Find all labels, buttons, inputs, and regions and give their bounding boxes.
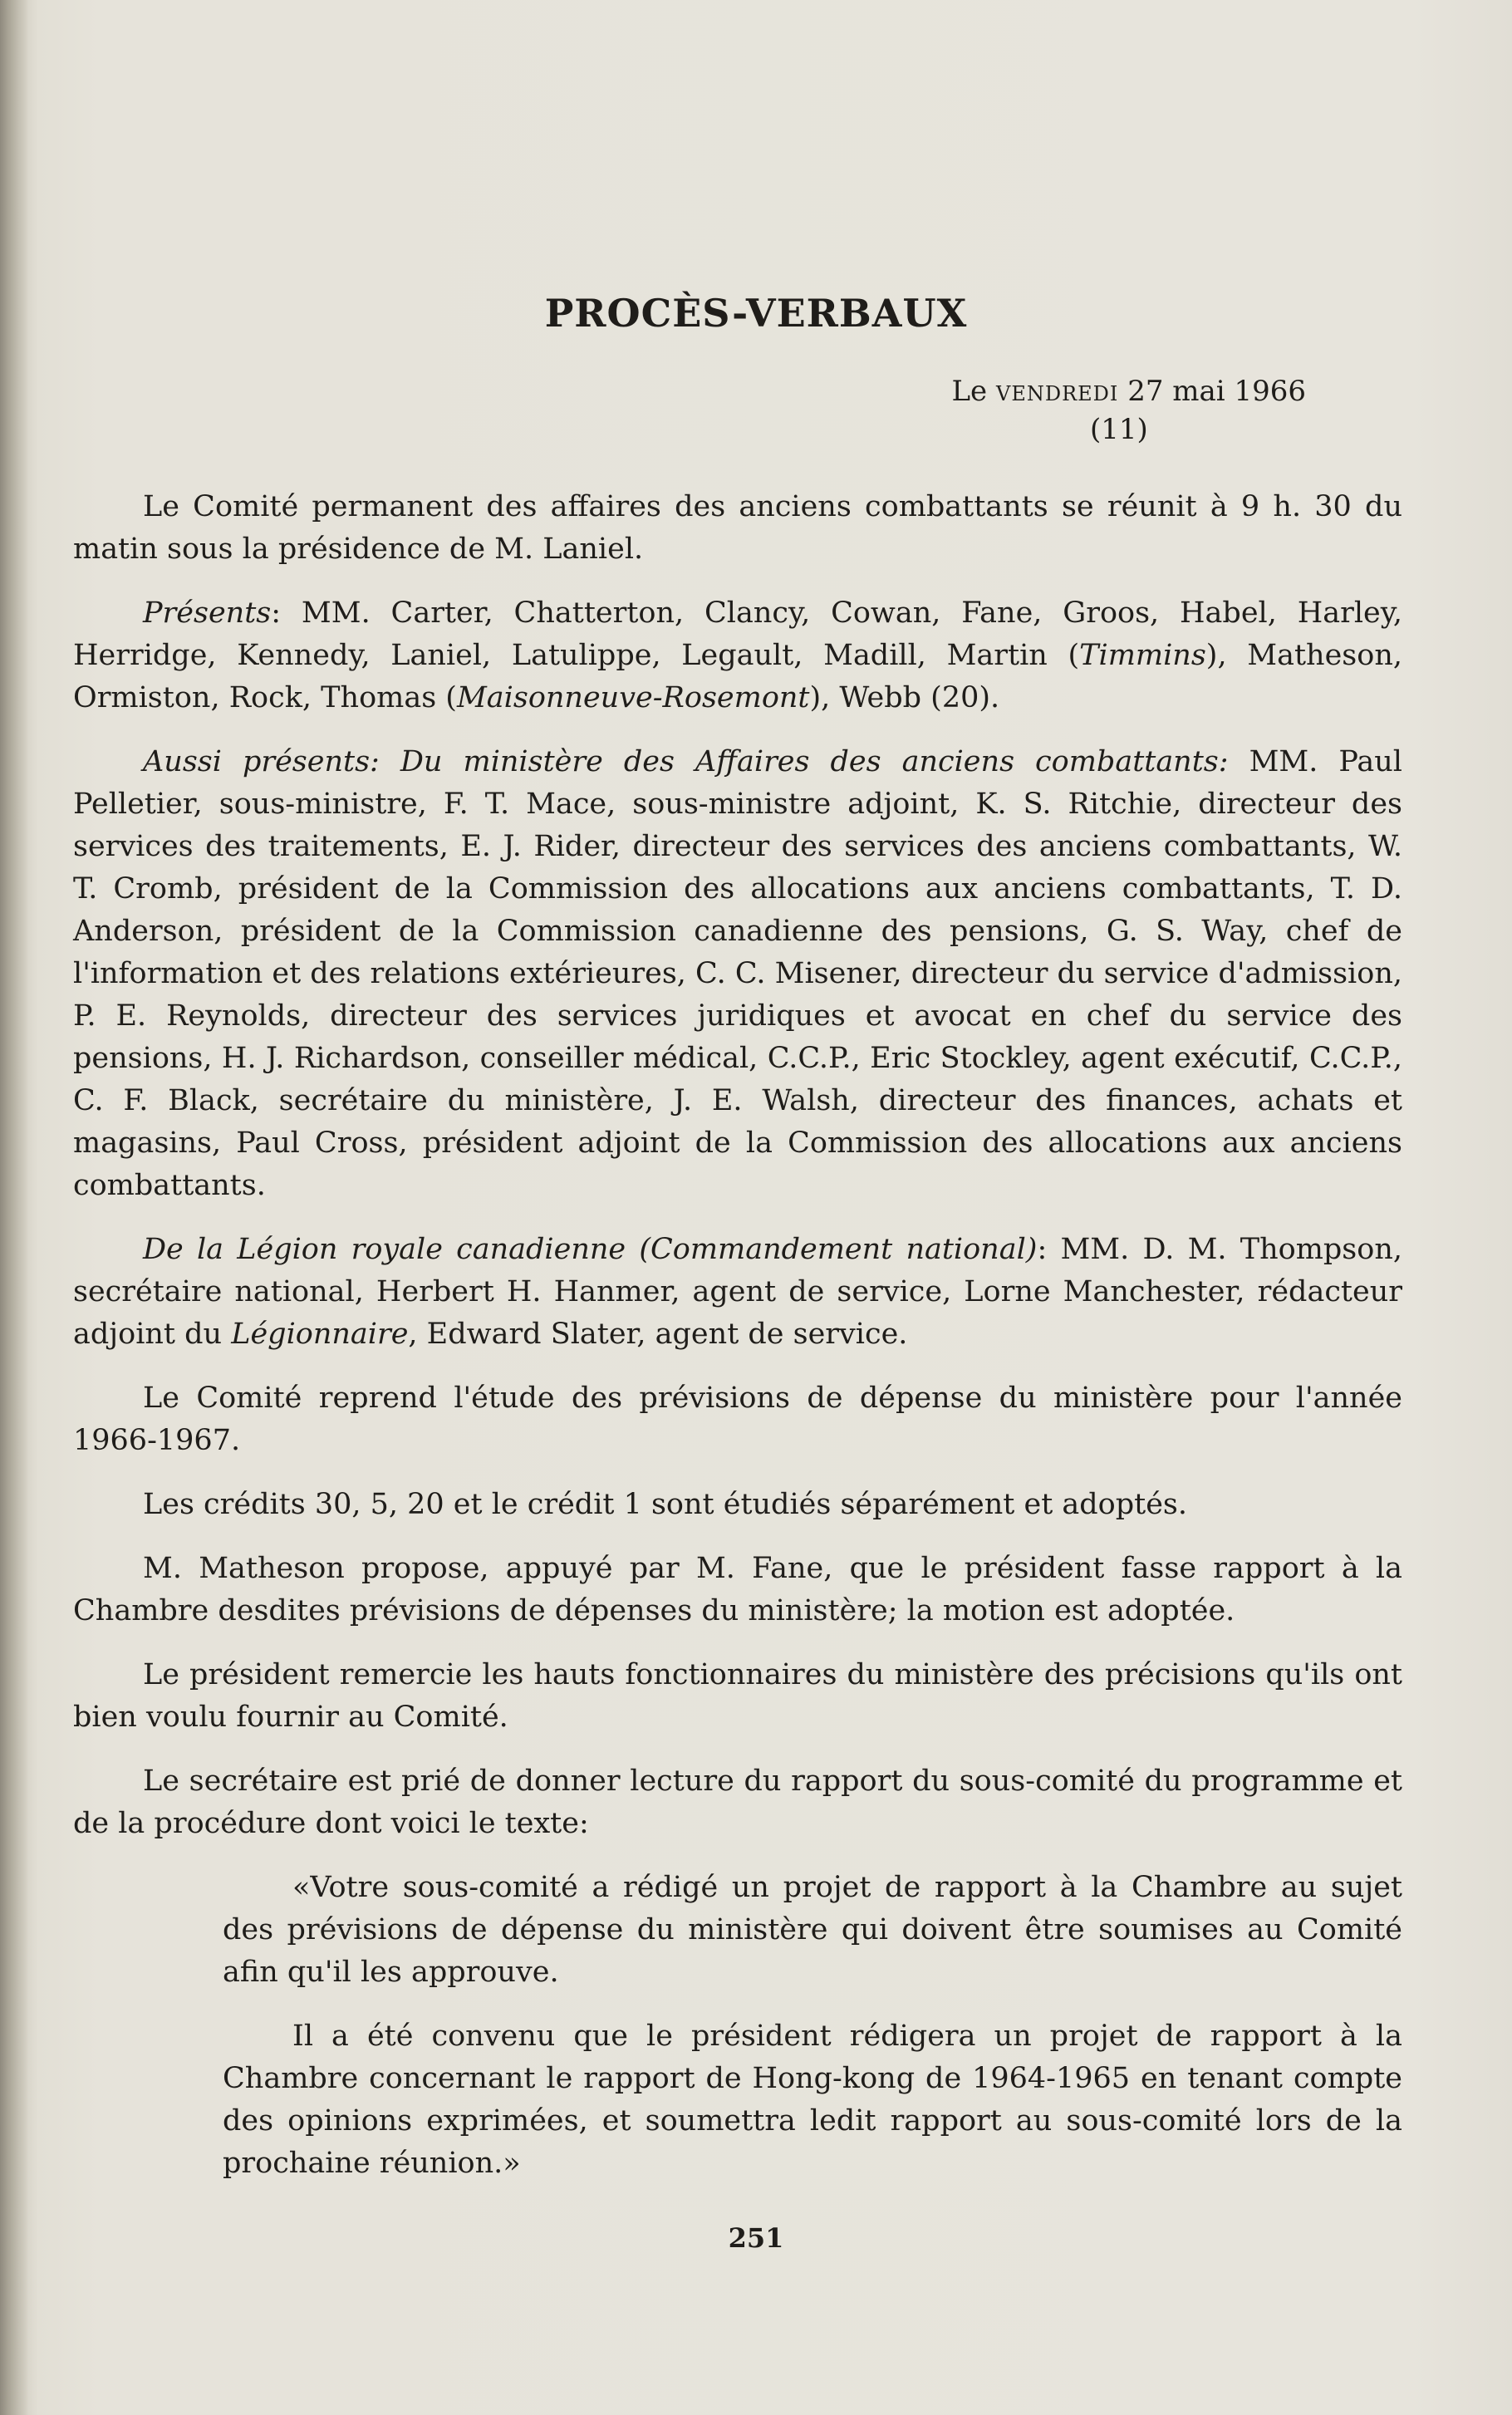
also-present-text: MM. Paul Pelletier, sous-ministre, F. T. Mace, sous-ministre adjoint, K. S. Ritchie, directeur des services des traitements, E. J. Rider, directeur des services des anciens combattants, W. T. Cromb, président de la Commission des allocations aux anciens combattants, T. D. Anderson, président de la Commission canadienne des pensions, G. S. Way, chef de l'information et des relations extérieures, C. C. Misener, directeur du service d'admission, P. E. Reynolds, directeur des services juridiques et avocat en chef du service des pensions, H. J. Richardson, conseiller médical, C.C.P., Eric Stockley, agent exécutif, C.C.P., C. F. Black, secrétaire du ministère, J. E. Walsh, directeur des finances, achats et magasins, Paul Cross, président adjoint de la Commission des allocations aux anciens combattants. — [73, 745, 1402, 1202]
dateline — [951, 371, 1306, 411]
quote-paragraph-2: Il a été convenu que le président rédigera un projet de rapport à la Chambre concernant le rapport de Hong-kong de 1964-1965 en tenant compte des opinions exprimées, et soumettra ledit rapport au sous-comité lors de la prochaine réunion.» — [223, 2020, 1402, 2180]
sitting-number: (11) — [1090, 413, 1148, 446]
paragraph-also-present — [73, 741, 1402, 1207]
paragraph-thanks: Le président remercie les hauts fonctionnaires du ministère des précisions qu'ils ont bien voulu fournir au Comité. — [73, 1658, 1402, 1734]
dateline-day: vendredi — [995, 375, 1119, 408]
dateline-prefix: Le — [951, 375, 988, 408]
page-number: 251 — [728, 2222, 784, 2254]
paragraph-credits: Les crédits 30, 5, 20 et le crédit 1 sont étudiés séparément et adoptés. — [143, 1488, 1187, 1521]
present-text-a: : MM. Carter, Chatterton, Clancy, Cowan, Fane, Groos, Habel, Harley, Herridge, Kennedy, Laniel, Latulippe, Legault, Madill, Martin ( — [73, 596, 1402, 672]
quote-paragraph-1: «Votre sous-comité a rédigé un projet de rapport à la Chambre au sujet des prévisions de dépense du ministère qui doivent être soumises au Comité afin qu'il les approuve. — [223, 1871, 1402, 1989]
legion-italic: Légionnaire — [231, 1318, 409, 1351]
page-title: PROCÈS-VERBAUX — [544, 291, 968, 336]
paragraph-present — [73, 592, 1402, 719]
present-text-b: ), Matheson, Ormiston, Rock, Thomas ( — [73, 639, 1402, 714]
minutes-body — [73, 486, 1402, 2206]
present-italic-a: Timmins — [1079, 639, 1206, 672]
present-italic-b: Maisonneuve-Rosemont — [456, 681, 810, 714]
present-text-c: ), Webb (20). — [809, 681, 1000, 714]
book-binding-shadow — [0, 0, 28, 2415]
dateline-date: 27 mai 1966 — [1127, 375, 1306, 408]
also-present-label: Aussi présents: Du ministère des Affaires des anciens combattants: — [143, 745, 1229, 778]
paragraph-legion — [73, 1229, 1402, 1356]
paragraph-secretary: Le secrétaire est prié de donner lecture du rapport du sous-comité du programme et de la procédure dont voici le texte: — [73, 1765, 1402, 1840]
paragraph-opening: Le Comité permanent des affaires des anciens combattants se réunit à 9 h. 30 du matin sous la présidence de M. Laniel. — [73, 490, 1402, 566]
legion-text-a: : MM. D. M. Thompson, secrétaire national, Herbert H. Hanmer, agent de service, Lorne Manchester, rédacteur adjoint du — [73, 1233, 1402, 1351]
paragraph-estimates: Le Comité reprend l'étude des prévisions de dépense du ministère pour l'année 1966-1967. — [73, 1382, 1402, 1457]
legion-label: De la Légion royale canadienne (Commandement national) — [143, 1233, 1038, 1266]
paragraph-motion: M. Matheson propose, appuyé par M. Fane, que le président fasse rapport à la Chambre desdites prévisions de dépenses du ministère; la motion est adoptée. — [73, 1552, 1402, 1627]
legion-text-b: , Edward Slater, agent de service. — [408, 1318, 908, 1351]
present-label: Présents — [143, 596, 272, 630]
